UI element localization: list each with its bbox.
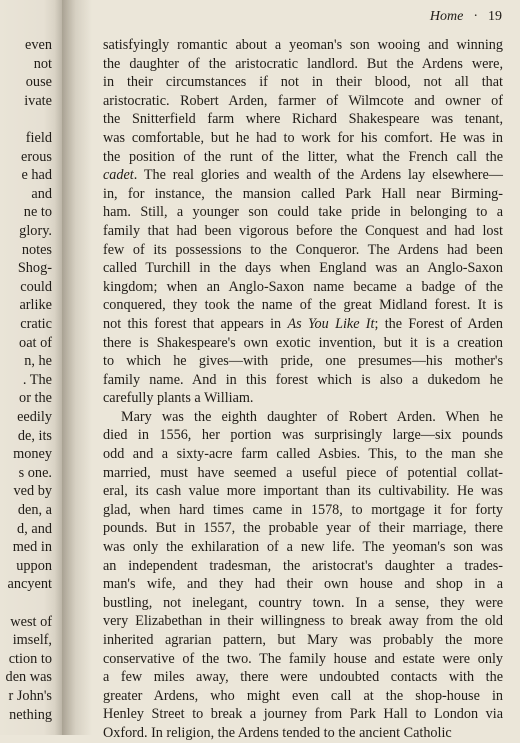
left-page-fragment: even (25, 37, 52, 53)
text-line: conquered, they took the name of the great Midland forest. It is (103, 297, 503, 314)
running-head-separator: · (473, 9, 478, 24)
text-line: the daughter of the aristocratic landlord. But the Ardens were, (103, 55, 503, 72)
text-line: was comfortable, but he had to work for his comfort. He was in (103, 129, 503, 146)
running-head (430, 8, 502, 26)
left-page-fragment: den was (5, 669, 52, 686)
left-page-fragment: not (33, 55, 52, 72)
left-page-fragment: e had (21, 167, 52, 184)
left-page-fragment: ved by (13, 483, 52, 500)
left-page-fragment: uppon (16, 557, 52, 574)
left-page-fragment: oat of (19, 334, 52, 351)
left-page-fragment: ouse (25, 74, 52, 91)
text-line: man's wife, and they had their own house and shop in a (103, 576, 503, 593)
text-line: glad, when hard times came in 1578, to mortgage it for forty (103, 501, 503, 518)
text-line: conservative of the two. The family house and estate were only (103, 650, 503, 667)
left-page-fragment: erous (21, 148, 52, 165)
text-line (103, 166, 503, 185)
italic-text: As You Like It (287, 315, 375, 332)
left-page-fragment: cratic (20, 316, 52, 332)
text-line: died in 1556, her portion was surprisingly large—six pounds (103, 427, 503, 444)
text-line: odd and a sixty-acre farm called Asbies. This, to the man she (103, 446, 503, 463)
text-line: the Snitterfield farm where Richard Shakespeare was tenant, (103, 111, 503, 128)
text-line: was only the exhilaration of a new life. The yeoman's son was (103, 539, 503, 556)
text-line: carefully plants a William. (103, 390, 254, 407)
text-line: family name. And in this forest which is also a dukedom he (103, 371, 503, 388)
text-line: in, for instance, the mansion called Park Hall near Birming- (103, 185, 503, 202)
running-head-title: Home (429, 9, 464, 24)
left-page-fragment: or the (19, 390, 52, 407)
left-page-fragment: ction to (8, 650, 52, 667)
text-line: greater Ardens, who might even call at the shop-house in (103, 687, 503, 704)
text-line: the position of the runt of the litter, what the French call the (103, 148, 503, 165)
text-line: aristocratic. Robert Arden, farmer of Wilmcote and owner of (103, 92, 503, 109)
left-page-fragment: den, a (17, 502, 52, 518)
left-page-fragment: ivate (24, 92, 52, 109)
left-page-fragment: de, its (17, 427, 52, 444)
left-page-fragment: could (20, 278, 52, 295)
paragraph-1 (103, 36, 503, 408)
text-segment: not this forest that appears in (103, 315, 288, 332)
text-line: Henley Street to break a journey from Park Hall to London via (103, 706, 503, 723)
text-line: family that had been vigorous before the Conquest and had lost (103, 222, 503, 239)
left-page-fragment: notes (21, 241, 52, 258)
text-line: a few miles away, there were undoubted contacts with the (103, 669, 503, 686)
text-line: eral, its cash value more important than its cultivability. He was (103, 483, 503, 500)
text-line (103, 315, 503, 334)
left-page-fragment: d, and (17, 520, 52, 537)
text-line: to which he gives—with pride, one presumes—his mother's (103, 353, 503, 370)
left-page-fragment: n, he (24, 353, 52, 370)
text-line: kingdom; when an Anglo-Saxon name became a badge of the (103, 278, 503, 295)
text-line: Mary was the eighth daughter of Robert Arden. When he (121, 408, 503, 425)
text-line: very Elizabethan in their willingness to break away from the old (103, 613, 503, 630)
paragraph-2 (103, 408, 503, 743)
left-page-fragment: arlike (19, 297, 52, 314)
left-page-fragment: med in (12, 539, 52, 556)
left-page-fragment: ne to (23, 204, 52, 221)
text-line: in their circumstances if not in their blood, not all that (103, 74, 503, 91)
italic-text: cadet (103, 167, 134, 184)
left-page-fragment: nething (9, 706, 52, 723)
right-page (92, 0, 520, 741)
text-line: Oxford. In religion, the Ardens tended to the ancient Catholic (103, 724, 452, 741)
text-segment: . The real glories and wealth of the Ardens lay elsewhere— (133, 167, 503, 184)
text-line: satisfyingly romantic about a yeoman's son wooing and winning (103, 37, 503, 53)
text-line: few of its possessions to the Conqueror. The Ardens had been (103, 241, 503, 258)
text-segment: ; the Forest of Arden (374, 315, 503, 332)
book-gutter (62, 0, 92, 735)
left-page-fragment: . The (22, 371, 52, 388)
text-line: ham. Still, a younger son could take pride in belonging to a (103, 204, 503, 221)
left-page-fragment: glory. (19, 223, 52, 239)
left-page-edge (0, 0, 62, 735)
left-page-fragment: money (13, 446, 52, 463)
text-line: married, must have seemed a useful piece of potential collat- (103, 464, 503, 481)
left-page-fragment: r John's (8, 688, 52, 704)
text-line: called Turchill in the days when England was an Anglo-Saxon (103, 260, 503, 277)
text-line: bustling, not inelegant, country town. In a sense, they were (103, 594, 503, 611)
left-page-fragment: s one. (18, 464, 52, 481)
left-page-fragment: west of (10, 613, 52, 630)
left-page-fragment: Shog- (17, 260, 52, 277)
left-page-fragment: field (25, 130, 52, 146)
text-line: inherited agrarian pattern, but Mary was probably the more (103, 632, 503, 648)
left-page-fragment: and (31, 185, 52, 202)
text-line: an independent tradesman, the aristocrat's daughter a trades- (103, 557, 503, 574)
page-number: 19 (488, 9, 502, 24)
text-line: pounds. But in 1557, the probable year of their marriage, there (103, 520, 503, 537)
text-line: there is Shakespeare's own exotic invention, but it is a creation (103, 334, 503, 351)
left-page-fragment: eedily (17, 409, 52, 425)
body-text (103, 36, 503, 743)
left-page-fragment: ancyent (7, 576, 52, 593)
left-page-fragment: imself, (12, 632, 52, 649)
